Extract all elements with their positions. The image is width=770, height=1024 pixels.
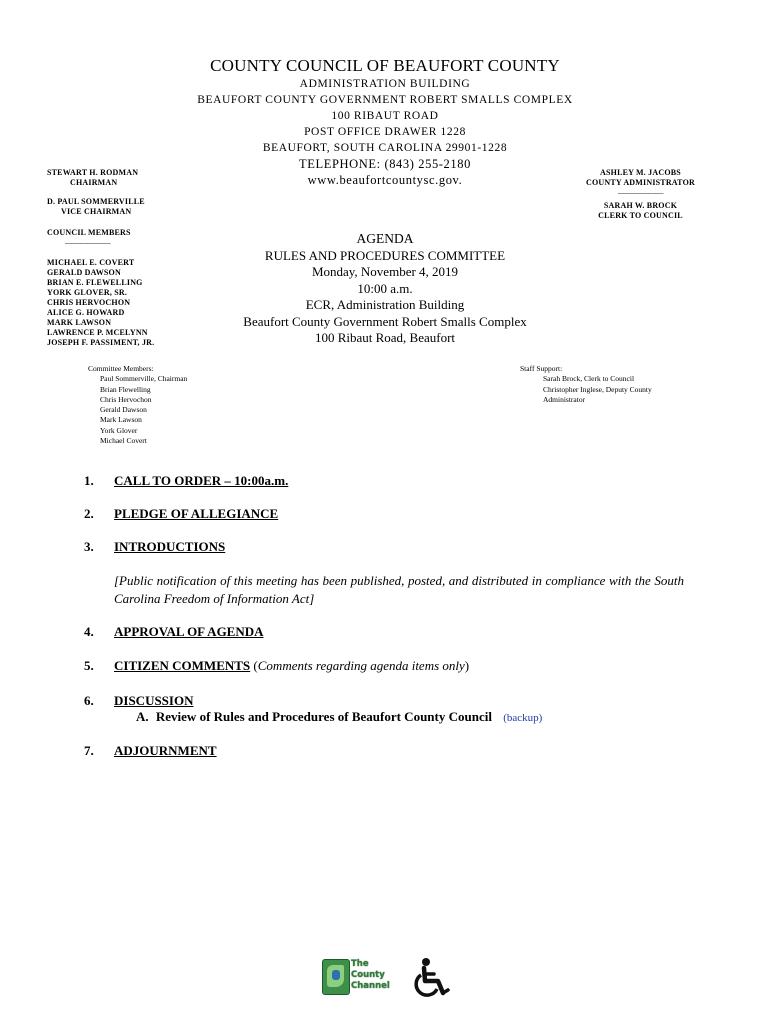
clerk-title: CLERK TO COUNCIL	[598, 211, 683, 220]
item-call-to-order: CALL TO ORDER – 10:00a.m.	[114, 473, 289, 488]
item-discussion: DISCUSSION	[114, 693, 194, 708]
council-member: YORK GLOVER, SR.	[47, 288, 128, 297]
council-member: GERALD DAWSON	[47, 268, 121, 277]
agenda-title: AGENDA	[356, 231, 414, 246]
paren-open: (	[250, 658, 258, 673]
citizen-comments-note: Comments regarding agenda items only	[257, 658, 465, 673]
header-line: 100 RIBAUT ROAD	[331, 110, 439, 122]
staff-heading: Staff Support:	[520, 364, 563, 373]
discussion-subitem	[136, 709, 542, 725]
staff-member: Christopher Inglese, Deputy County	[543, 384, 652, 394]
item-number: 4.	[84, 624, 94, 639]
administrator-name: ASHLEY M. JACOBS	[600, 168, 681, 177]
backup-link-text[interactable]: backup	[506, 712, 539, 724]
logo-word: Channel	[351, 981, 390, 991]
committee-member: Michael Covert	[100, 436, 147, 446]
committee-member: Chris Hervochon	[100, 394, 152, 404]
committee-member: Mark Lawson	[100, 415, 142, 425]
logo-word: The	[351, 959, 369, 969]
logo-text	[351, 959, 390, 992]
committee-member: Gerald Dawson	[100, 405, 147, 415]
public-notification-note: [Public notification of this meeting has been published, posted, and distributed in compliance with the South Carolina Freedom of Information Act]	[114, 573, 684, 606]
header-line: ADMINISTRATION BUILDING	[299, 78, 471, 90]
meeting-address: 100 Ribaut Road, Beaufort	[314, 330, 456, 345]
paren-close: )	[464, 658, 470, 673]
council-members-heading: COUNCIL MEMBERS	[47, 228, 131, 237]
backup-paren-close: )	[538, 712, 543, 724]
staff-member: Administrator	[543, 394, 586, 404]
item-approval-of-agenda: APPROVAL OF AGENDA	[114, 624, 264, 639]
meeting-date: Monday, November 4, 2019	[311, 264, 459, 279]
administrator-title: COUNTY ADMINISTRATOR	[586, 178, 695, 187]
subitem-rules-review: Review of Rules and Procedures of Beaufort County Council	[155, 709, 492, 724]
item-introductions: INTRODUCTIONS	[114, 539, 226, 554]
vice-chairman-name: D. PAUL SOMMERVILLE	[47, 197, 145, 206]
chairman-title: CHAIRMAN	[70, 178, 118, 187]
left-divider: ——————	[65, 238, 110, 247]
subitem-label: A.	[136, 709, 149, 724]
staff-member: Sarah Brock, Clerk to Council	[543, 374, 635, 384]
committee-members-block	[88, 364, 187, 446]
council-member: BRIAN E. FLEWELLING	[47, 278, 143, 287]
chairman-name: STEWART H. RODMAN	[47, 168, 139, 177]
meeting-complex: Beaufort County Government Robert Smalls Complex	[243, 313, 527, 329]
agenda-header	[0, 231, 770, 347]
council-member: JOSEPH F. PASSIMENT, JR.	[47, 338, 155, 347]
council-member: CHRIS HERVOCHON	[47, 298, 131, 307]
committee-member: York Glover	[100, 425, 138, 435]
item-citizen-comments-row	[114, 658, 469, 674]
item-pledge: PLEDGE OF ALLEGIANCE	[114, 506, 279, 521]
item-number: 2.	[84, 506, 94, 521]
right-divider: ——————	[618, 188, 663, 197]
header-line: BEAUFORT, SOUTH CAROLINA 29901-1228	[262, 142, 508, 154]
header-line: BEAUFORT COUNTY GOVERNMENT ROBERT SMALLS COMPLEX	[197, 94, 573, 106]
wheelchair-icon	[410, 957, 454, 1004]
item-number: 7.	[84, 743, 94, 758]
right-sidebar	[578, 168, 703, 221]
committee-member: Paul Sommerville, Chairman	[100, 374, 188, 384]
header-website: www.beaufortcountysc.gov.	[307, 173, 463, 187]
header-telephone: TELEPHONE: (843) 255-2180	[299, 157, 471, 171]
item-number: 6.	[84, 693, 94, 708]
meeting-room: ECR, Administration Building	[305, 297, 465, 312]
council-member: LAWRENCE P. MCELYNN	[47, 328, 148, 337]
council-member: ALICE G. HOWARD	[47, 308, 125, 317]
item-number: 1.	[84, 473, 94, 488]
county-map-icon	[322, 959, 350, 995]
vice-chairman-title: VICE CHAIRMAN	[61, 207, 132, 216]
item-adjournment: ADJOURNMENT	[114, 743, 217, 758]
staff-support-block	[520, 364, 652, 405]
committee-member: Brian Flewelling	[100, 384, 151, 394]
clerk-name: SARAH W. BROCK	[603, 201, 678, 210]
logo-word: County	[351, 970, 385, 980]
backup-paren-open: (	[503, 712, 507, 724]
committee-heading: Committee Members:	[88, 364, 154, 373]
council-title: COUNTY COUNCIL OF BEAUFORT COUNTY	[210, 56, 560, 75]
council-member: MARK LAWSON	[47, 318, 112, 327]
item-citizen-comments: CITIZEN COMMENTS	[114, 658, 251, 673]
county-channel-logo	[322, 959, 390, 995]
item-number: 5.	[84, 658, 94, 673]
meeting-time: 10:00 a.m.	[357, 280, 413, 296]
backup-link[interactable]	[503, 712, 542, 724]
header-line: POST OFFICE DRAWER 1228	[304, 126, 466, 138]
item-number: 3.	[84, 539, 94, 554]
council-member: MICHAEL E. COVERT	[47, 258, 135, 267]
committee-name: RULES AND PROCEDURES COMMITTEE	[264, 247, 506, 263]
